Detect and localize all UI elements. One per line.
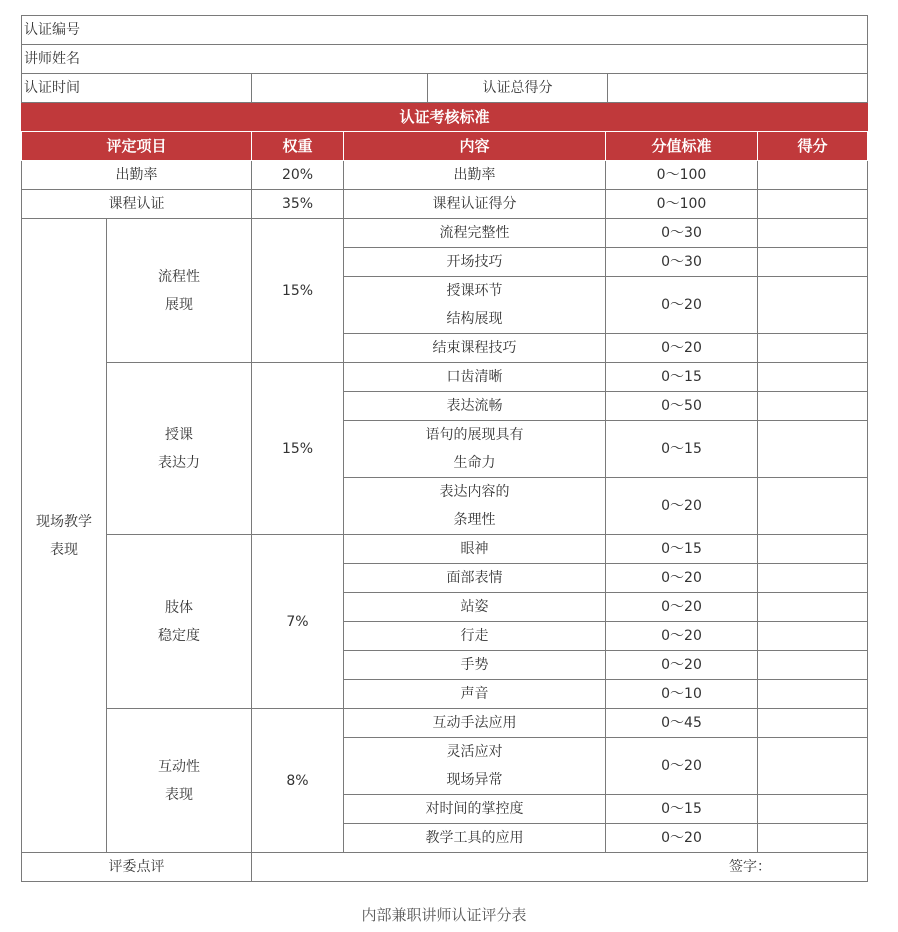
content-line1: 表达流畅 [446, 398, 503, 414]
section-name-line2: 展现 [165, 296, 193, 313]
content-line1: 手势 [460, 657, 489, 673]
content-cell: 出勤率 [344, 161, 606, 190]
section-name-line1: 肢体 [165, 599, 193, 616]
lecturer-name-label: 讲师姓名 [22, 45, 868, 74]
range-cell: 0～15 [606, 795, 758, 824]
section-name-line1: 流程性 [158, 268, 200, 285]
range-cell: 0～15 [606, 363, 758, 392]
score-cell[interactable] [758, 334, 868, 363]
content-line1: 行走 [460, 628, 489, 644]
content-cell [344, 564, 606, 593]
content-line1: 站姿 [460, 599, 489, 615]
range-cell: 0～20 [606, 622, 758, 651]
content-cell [344, 248, 606, 277]
score-cell[interactable] [758, 651, 868, 680]
content-cell [344, 421, 606, 478]
content-cell [344, 651, 606, 680]
range-cell: 0～50 [606, 392, 758, 421]
range-cell: 0～20 [606, 478, 758, 535]
content-line1: 眼神 [460, 541, 489, 557]
content-line2: 结构展现 [446, 311, 503, 327]
content-line1: 开场技巧 [446, 254, 503, 270]
range-cell: 0～45 [606, 709, 758, 738]
range-cell: 0～20 [606, 824, 758, 853]
content-line1: 结束课程技巧 [432, 340, 517, 356]
range-cell: 0～20 [606, 564, 758, 593]
weight-cell: 8% [252, 709, 344, 853]
total-score-label: 认证总得分 [428, 74, 608, 103]
group-label-line2: 表现 [50, 541, 78, 558]
item-cell: 课程认证 [22, 190, 252, 219]
score-cell[interactable] [758, 738, 868, 795]
section-name-line2: 稳定度 [158, 627, 200, 644]
content-cell [344, 709, 606, 738]
range-cell: 0～30 [606, 248, 758, 277]
content-cell [344, 824, 606, 853]
content-cell [344, 593, 606, 622]
range-cell: 0～20 [606, 334, 758, 363]
content-line1: 口齿清晰 [446, 369, 503, 385]
score-cell[interactable] [758, 363, 868, 392]
group-label-line1: 现场教学 [36, 513, 92, 530]
range-cell: 0～100 [606, 190, 758, 219]
content-line1: 互动手法应用 [432, 715, 517, 731]
total-score-value[interactable] [608, 74, 868, 103]
content-cell [344, 363, 606, 392]
section-name-cell [107, 219, 252, 363]
range-cell: 0～15 [606, 535, 758, 564]
table-row [22, 190, 868, 219]
review-row [22, 853, 868, 882]
content-line1: 灵活应对 [446, 744, 503, 760]
table-row [22, 363, 868, 392]
section-name-line2: 表达力 [158, 454, 200, 471]
range-cell: 0～20 [606, 593, 758, 622]
weight-cell: 35% [252, 190, 344, 219]
col-score-standard: 分值标准 [606, 132, 758, 161]
review-label: 评委点评 [22, 853, 252, 882]
score-cell[interactable] [758, 564, 868, 593]
score-cell[interactable] [758, 421, 868, 478]
standard-title-row [22, 103, 868, 132]
content-line2: 条理性 [453, 512, 496, 528]
section-name-line2: 表现 [165, 786, 193, 803]
score-cell[interactable] [758, 248, 868, 277]
lecturer-name-row [22, 45, 868, 74]
score-cell[interactable] [758, 795, 868, 824]
table-row [22, 709, 868, 738]
content-cell [344, 219, 606, 248]
range-cell: 0～20 [606, 651, 758, 680]
content-cell [344, 795, 606, 824]
score-cell[interactable] [758, 392, 868, 421]
cert-time-row [22, 74, 868, 103]
score-cell[interactable] [758, 622, 868, 651]
range-cell: 0～100 [606, 161, 758, 190]
weight-cell: 15% [252, 219, 344, 363]
item-cell: 出勤率 [22, 161, 252, 190]
content-line1: 教学工具的应用 [425, 830, 524, 846]
content-cell [344, 535, 606, 564]
content-line1: 语句的展现具有 [425, 427, 524, 443]
content-line1: 面部表情 [446, 570, 503, 586]
score-cell[interactable] [758, 478, 868, 535]
weight-cell: 20% [252, 161, 344, 190]
section-name-cell [107, 363, 252, 535]
col-weight: 权重 [252, 132, 344, 161]
content-line2: 现场异常 [446, 772, 503, 788]
section-name-cell [107, 535, 252, 709]
cert-no-row [22, 16, 868, 45]
content-line1: 对时间的掌控度 [425, 801, 524, 817]
section-name-cell [107, 709, 252, 853]
score-cell[interactable] [758, 593, 868, 622]
col-item: 评定项目 [22, 132, 252, 161]
content-line1: 授课环节 [446, 283, 503, 299]
table-row [22, 219, 868, 248]
table-row [22, 161, 868, 190]
score-cell[interactable] [758, 161, 868, 190]
content-line1: 声音 [460, 686, 489, 702]
group-label-cell [22, 219, 107, 853]
content-line2: 生命力 [453, 455, 496, 471]
table-row [22, 535, 868, 564]
col-content: 内容 [344, 132, 606, 161]
content-cell [344, 738, 606, 795]
content-cell [344, 478, 606, 535]
weight-cell: 15% [252, 363, 344, 535]
score-table [21, 15, 868, 882]
section-name-line1: 互动性 [158, 758, 200, 775]
cert-time-label: 认证时间 [22, 74, 252, 103]
weight-cell: 7% [252, 535, 344, 709]
content-line1: 流程完整性 [439, 225, 510, 241]
content-cell [344, 277, 606, 334]
range-cell: 0～20 [606, 277, 758, 334]
score-cell[interactable] [758, 219, 868, 248]
range-cell: 0～20 [606, 738, 758, 795]
score-cell[interactable] [758, 680, 868, 709]
cert-time-value[interactable] [252, 74, 428, 103]
score-cell[interactable] [758, 709, 868, 738]
form-caption: 内部兼职讲师认证评分表 [361, 906, 527, 924]
cert-no-label: 认证编号 [22, 16, 868, 45]
range-cell: 0～15 [606, 421, 758, 478]
col-score: 得分 [758, 132, 868, 161]
content-line1: 表达内容的 [439, 484, 510, 500]
content-cell [344, 334, 606, 363]
content-cell [344, 622, 606, 651]
content-cell [344, 680, 606, 709]
section-name-line1: 授课 [165, 426, 193, 443]
standard-title: 认证考核标准 [22, 103, 868, 132]
score-cell[interactable] [758, 277, 868, 334]
content-cell: 课程认证得分 [344, 190, 606, 219]
signature-label[interactable]: 签字： [252, 853, 868, 882]
score-cell[interactable] [758, 190, 868, 219]
range-cell: 0～30 [606, 219, 758, 248]
content-cell [344, 392, 606, 421]
range-cell: 0～10 [606, 680, 758, 709]
score-cell[interactable] [758, 535, 868, 564]
score-cell[interactable] [758, 824, 868, 853]
certification-form [21, 15, 867, 925]
column-header-row [22, 132, 868, 161]
